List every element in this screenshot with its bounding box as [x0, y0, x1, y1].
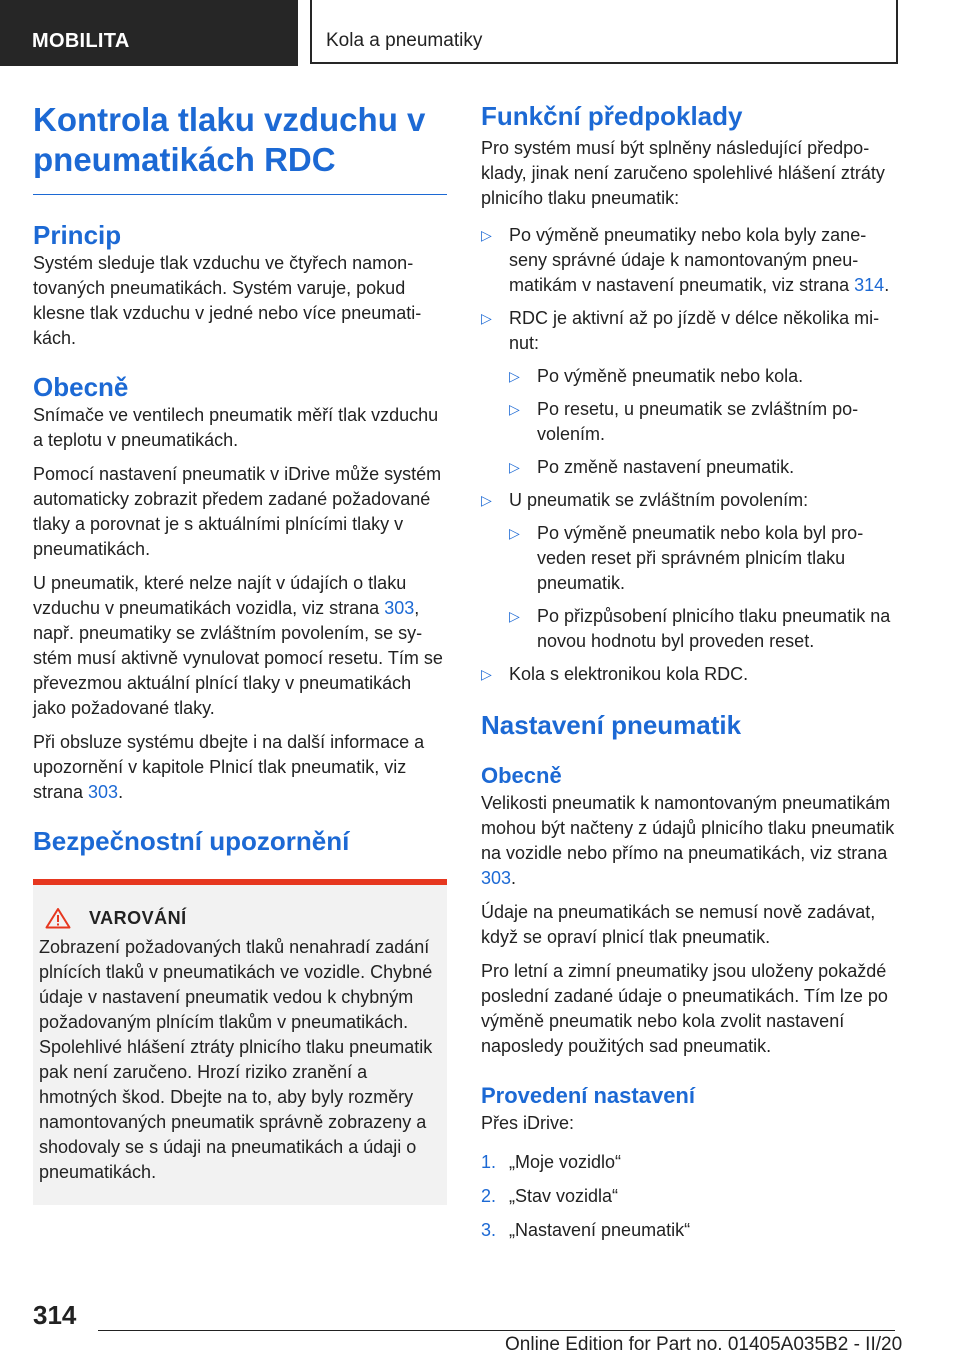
- footer-edition: Online Edition for Part no. 01405A035B2 - II/20: [505, 1334, 903, 1355]
- right-column: [481, 100, 895, 1252]
- list-item-text: [509, 223, 895, 298]
- obecne-paragraph-4-text-a: Při obsluze systému dbejte i na další informace a upozornění v kapitole Plnicí tlak pneumatik, viz strana: [33, 732, 425, 802]
- header-section-label: MOBILITA: [32, 30, 130, 52]
- page-link-314[interactable]: 314: [854, 275, 885, 295]
- step-text: „Stav vozidla“: [509, 1186, 619, 1206]
- sub-list-item-text: ▷ Po výměně pneumatik nebo kola byl proveden reset při správném plnicím tlaku pneumatik.: [537, 523, 864, 593]
- heading-prerequisites: Funkční předpoklady: [481, 101, 743, 131]
- settings-paragraph-2: Údaje na pneumatikách se nemusí nově zadávat, když se opraví plnicí tlak pneumatik.: [481, 902, 876, 947]
- sub-list-item-text: ▷ Po změně nastavení pneumatik.: [537, 457, 795, 477]
- sub-list: [509, 521, 895, 654]
- step-item: [481, 1218, 895, 1243]
- page-link-303[interactable]: 303: [88, 782, 119, 802]
- sub-list: [509, 364, 895, 480]
- list-item: [481, 223, 895, 298]
- heading-princip: Princip: [33, 220, 122, 250]
- settings-paragraph-1-text-a: Velikosti pneumatik k namontovaným pneumatikám mohou být načteny z údajů plnicího tlaku pneumatik na vozidle nebo přímo na pneumatikách, viz strana: [481, 793, 895, 863]
- left-column: [33, 100, 447, 1205]
- list-item: [481, 662, 895, 687]
- obecne-paragraph-4: [33, 730, 447, 805]
- header-section-tab: [0, 0, 298, 66]
- settings-paragraph-1: [481, 791, 895, 891]
- obecne-paragraph-1: Snímače ve ventilech pneumatik měří tlak vzduchu a teplotu v pneumatikách.: [33, 405, 439, 450]
- header-chapter-label: Kola a pneumatiky: [326, 30, 483, 51]
- sub-list-item: [509, 397, 895, 447]
- list-item-text-a: Po výměně pneumatiky nebo kola byly zaneseny správné údaje k namontovaným pneumatikám v nastavení pneumatik, viz strana: [509, 225, 867, 295]
- sub-list-item: [509, 521, 895, 596]
- obecne-paragraph-2: Pomocí nastavení pneumatik v iDrive může systém automaticky zobrazit předem zadané požadované tlaky a porovnat je s aktuálními plnícími tlaky v pneumatikách.: [33, 464, 442, 559]
- heading-tire-settings: Nastavení pneumatik: [481, 710, 742, 740]
- footer-divider: [98, 1330, 895, 1331]
- heading-safety: Bezpečnostní upozornění: [33, 826, 350, 856]
- step-number: 1.: [481, 1152, 497, 1172]
- obecne-paragraph-4-text-b: .: [118, 782, 124, 802]
- sub-list-item: [509, 604, 895, 654]
- sub-list-item-text: ▷ Po resetu, u pneumatik se zvláštním povolením.: [537, 399, 859, 444]
- sub-list-item-text: ▷ Po výměně pneumatik nebo kola.: [537, 366, 804, 386]
- step-number: 2.: [481, 1186, 497, 1206]
- heading-provedeni: Provedení nastavení: [481, 1083, 695, 1108]
- obecne-paragraph-3-text-a: U pneumatik, které nelze najít v údajích o tlaku vzduchu v pneumatikách vozidla, viz strana: [33, 573, 407, 618]
- provedeni-intro: Přes iDrive:: [481, 1113, 575, 1133]
- sub-list-item: [509, 364, 895, 389]
- step-number: 3.: [481, 1220, 497, 1240]
- list-item-text-b: .: [884, 275, 890, 295]
- princip-text: Systém sleduje tlak vzduchu ve čtyřech namontovaných pneumatikách. Systém varuje, pokud klesne tlak vzduchu v jedné nebo více pneumatikách.: [33, 253, 422, 348]
- list-item-text: ▷ Kola s elektronikou kola RDC.: [509, 664, 749, 684]
- heading-settings-obecne: Obecně: [481, 763, 562, 788]
- list-item-text: ▷ RDC je aktivní až po jízdě v délce několika minut:: [509, 308, 880, 353]
- warning-title-row: [39, 907, 439, 929]
- warning-title: VAROVÁNÍ: [89, 907, 187, 928]
- sub-list-item: [509, 455, 895, 480]
- page-title: Kontrola tlaku vzduchu v pneumatikách RDC: [33, 100, 447, 195]
- list-item: [481, 306, 895, 480]
- heading-obecne: Obecně: [33, 372, 129, 402]
- obecne-paragraph-3: [33, 571, 447, 721]
- warning-text: Zobrazení požadovaných tlaků nenahradí zadání plnících tlaků v pneumatikách ve vozidle. Chybné údaje v nastavení pneumatik vedou k chybným požadovaným plnícím tlakům v pneumatikách. Spolehlivé hlášení ztráty plnicího tlaku pneumatik pak není zaručeno. Hrozí riziko zranění a hmotných škod. Dbejte na to, aby byly rozměry namontovaných pneumatik správně zobrazeny a shodovaly se s údaji na pneumatikách a údaji o pneumatikách.: [39, 937, 433, 1182]
- page-link-303[interactable]: 303: [384, 598, 415, 618]
- list-item: [481, 488, 895, 654]
- header-chapter-tab: [310, 0, 898, 64]
- prerequisites-intro: Pro systém musí být splněny následující předpoklady, jinak není zaručeno spolehlivé hlášení ztráty plnicího tlaku pneumatik:: [481, 138, 885, 208]
- settings-paragraph-1-text-b: .: [511, 868, 517, 888]
- page-link-303[interactable]: 303: [481, 868, 512, 888]
- steps-list: [481, 1150, 895, 1243]
- step-text: „Moje vozidlo“: [509, 1152, 622, 1172]
- prerequisites-list: [481, 223, 895, 687]
- step-text: „Nastavení pneumatik“: [509, 1220, 691, 1240]
- warning-box: [33, 879, 447, 1205]
- page-number: 314: [33, 1300, 77, 1330]
- settings-paragraph-3: Pro letní a zimní pneumatiky jsou uloženy pokaždé poslední zadané údaje o pneumatikách. Tím lze po výměně pneumatik nebo kola zvolit nastavení naposledy použitých sad pneumatik.: [481, 961, 888, 1056]
- step-item: [481, 1150, 895, 1175]
- step-item: [481, 1184, 895, 1209]
- obecne-paragraph-3-text-b: , např. pneumatiky se zvláštním povolením, se systém musí aktivně vynulovat pomocí resetu. Tím se převezmou aktuální plnící tlaky v pneumatikách jako požadované tlaky.: [33, 598, 443, 718]
- sub-list-item-text: ▷ Po přizpůsobení plnicího tlaku pneumatik na novou hodnotu byl proveden reset.: [537, 606, 891, 651]
- warning-triangle-icon: [45, 907, 71, 929]
- list-item-text: ▷ U pneumatik se zvláštním povolením:: [509, 490, 809, 510]
